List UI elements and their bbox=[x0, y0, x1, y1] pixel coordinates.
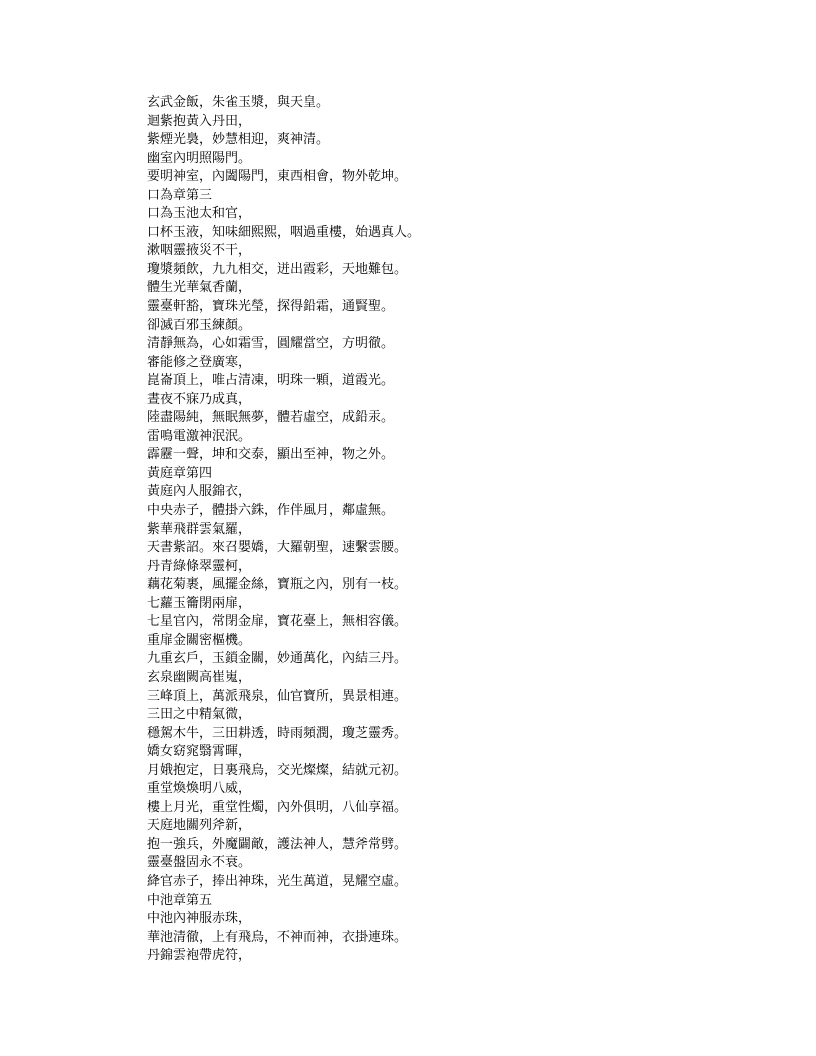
text-line: 樓上月光，重堂性燭，內外俱明，八仙享福。 bbox=[147, 799, 408, 815]
section-heading: 口為章第三 bbox=[147, 187, 213, 203]
text-line: 華池清徹，上有飛烏，不神而神，衣掛連珠。 bbox=[147, 929, 408, 945]
text-line: 玄泉幽闕高崔嵬， bbox=[147, 669, 252, 685]
text-line: 清靜無為，心如霜雪，圓耀當空，方明徹。 bbox=[147, 336, 395, 352]
section-heading: 黃庭章第四 bbox=[147, 465, 213, 481]
text-line: 七星官內，常閉金扉，寶花臺上，無相容儀。 bbox=[147, 614, 408, 630]
text-line: 靈臺盤固永不衰。 bbox=[147, 855, 252, 871]
text-line: 嬌女窈窕翳霄暉， bbox=[147, 744, 252, 760]
text-line: 丹錦雲袍帶虎符， bbox=[147, 948, 252, 964]
section-heading: 中池章第五 bbox=[147, 892, 213, 908]
text-line: 中央赤子，體掛六銖，作伴風月，鄰虛無。 bbox=[147, 503, 395, 519]
text-line: 絳官赤子，捧出神珠，光生萬道，晃耀空虛。 bbox=[147, 873, 408, 889]
text-line: 幽室內明照陽門。 bbox=[147, 150, 252, 166]
text-line: 陸盡陽純，無眠無夢，體若虛空，成鉛汞。 bbox=[147, 410, 395, 426]
text-line: 紫煙光裊，妙慧相迎，爽神清。 bbox=[147, 132, 330, 148]
text-line: 三田之中精氣微， bbox=[147, 707, 252, 723]
text-line: 穩駕木牛，三田耕透，時雨頻潤，瓊芝靈秀。 bbox=[147, 725, 408, 741]
text-line: 天書紫詔。來召嬰嬌，大羅朝聖，速繫雲腰。 bbox=[147, 540, 408, 556]
text-line: 重扉金關密樞機。 bbox=[147, 632, 252, 648]
text-line: 靈臺軒豁，寶珠光瑩，探得鉛霜，通賢聖。 bbox=[147, 299, 395, 315]
text-line: 三峰頂上，萬派飛泉，仙官寶所，異景相連。 bbox=[147, 688, 408, 704]
text-line: 體生光華氣香蘭， bbox=[147, 280, 252, 296]
text-line: 抱一強兵，外魔闢敵，護法神人，慧斧常劈。 bbox=[147, 836, 408, 852]
text-line: 丹青綠條翠靈柯， bbox=[147, 558, 252, 574]
text-line: 霹靂一聲，坤和交泰，顯出至神，物之外。 bbox=[147, 447, 395, 463]
text-line: 要明神室，內闔陽門，東西相會，物外乾坤。 bbox=[147, 169, 408, 185]
text-line: 卻滅百邪玉練顏。 bbox=[147, 317, 252, 333]
text-line: 重堂煥煥明八威， bbox=[147, 781, 252, 797]
text-line: 迴紫抱黃入丹田， bbox=[147, 113, 252, 129]
text-line: 黃庭內人服錦衣， bbox=[147, 484, 252, 500]
text-line: 口杯玉液，知味細熙熙，咽過重樓，始遇真人。 bbox=[147, 224, 421, 240]
text-line: 雷鳴電激神泯泯。 bbox=[147, 428, 252, 444]
text-line: 口為玉池太和官， bbox=[147, 206, 252, 222]
text-line: 玄武金飯，朱雀玉漿，與天皇。 bbox=[147, 95, 330, 110]
text-line: 月娥抱定，日裏飛烏，交光燦燦，結就元初。 bbox=[147, 762, 408, 778]
text-body bbox=[147, 94, 787, 966]
text-line: 中池內神服赤珠， bbox=[147, 911, 252, 927]
text-line: 審能修之登廣寒， bbox=[147, 354, 252, 370]
text-line: 崑崙頂上，唯占清凍，明珠一顆，道霞光。 bbox=[147, 373, 395, 389]
text-line: 晝夜不寐乃成真， bbox=[147, 391, 252, 407]
text-line: 瓊漿頻飲，九九相交，迸出霞彩，天地難包。 bbox=[147, 261, 408, 277]
text-line: 紫華飛群雲氣羅， bbox=[147, 521, 252, 537]
text-line: 藕花菊裹，風擺金絲，寶瓶之內，別有一枝。 bbox=[147, 577, 408, 593]
text-line: 天庭地關列斧新， bbox=[147, 818, 252, 834]
text-line: 七蘿玉籥閉兩扉， bbox=[147, 595, 252, 611]
text-line: 漱咽靈掖災不干， bbox=[147, 243, 252, 259]
text-line: 九重玄戶，玉鎖金關，妙通萬化，內結三丹。 bbox=[147, 651, 408, 667]
